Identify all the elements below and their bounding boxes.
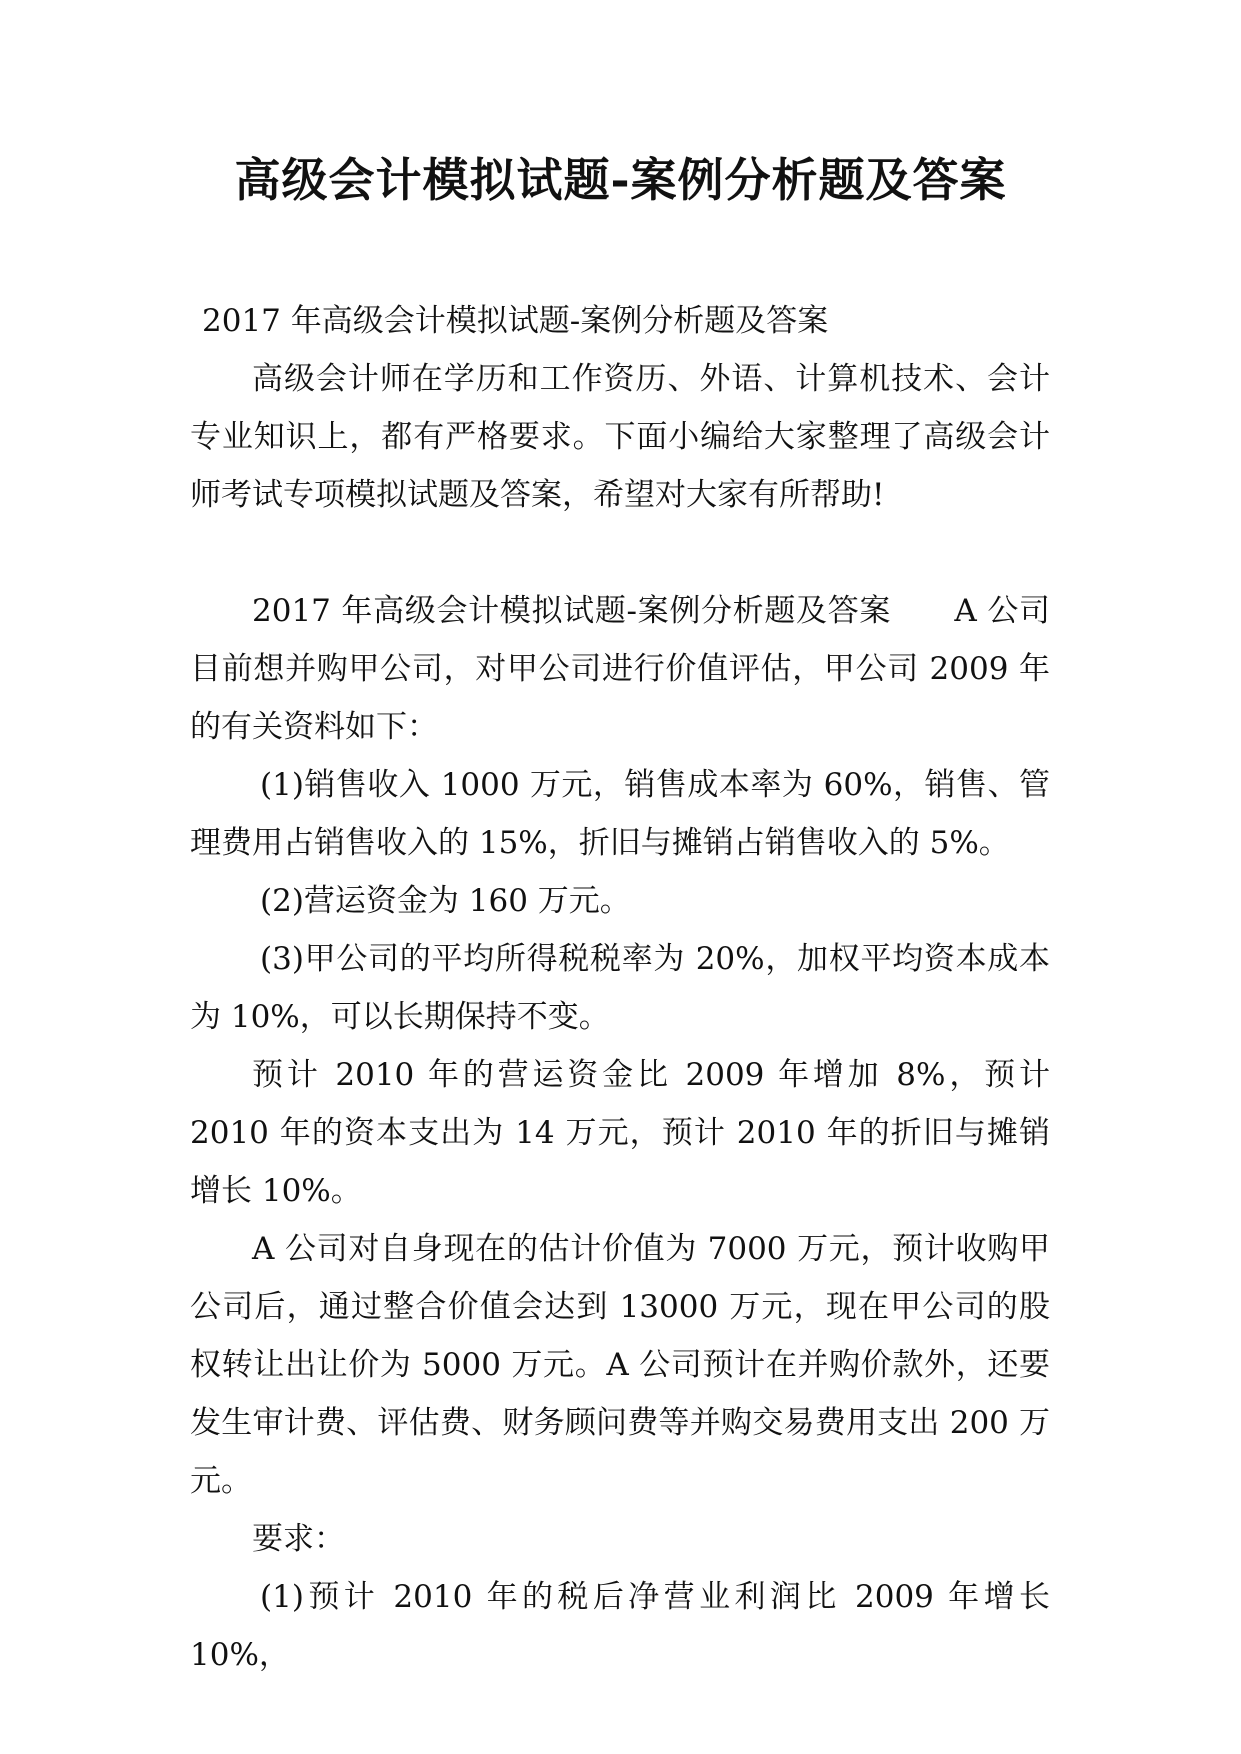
requirement-item-1: (1)预计 2010 年的税后净营业利润比 2009 年增长 10%， xyxy=(190,1579,1050,1673)
valuation-paragraph: A 公司对自身现在的估计价值为 7000 万元，预计收购甲公司后，通过整合价值会达到 13000 万元，现在甲公司的股权转让出让价为 5000 万元。A 公司预计在并购价款外，还要发生审计费、评估费、财务顾问费等并购交易费用支出 200 万元。 xyxy=(190,1231,1050,1499)
case-intro-paragraph: 2017 年高级会计模拟试题-案例分析题及答案 A 公司目前想并购甲公司，对甲公司进行价值评估，甲公司 2009 年的有关资料如下： xyxy=(190,593,1050,745)
forecast-paragraph: 预计 2010 年的营运资金比 2009 年增加 8%，预计 2010 年的资本支出为 14 万元，预计 2010 年的折旧与摊销增长 10%。 xyxy=(190,1057,1050,1209)
data-item-3: (3)甲公司的平均所得税税率为 20%，加权平均资本成本为 10%，可以长期保持不变。 xyxy=(190,941,1050,1035)
requirements-heading: 要求： xyxy=(252,1521,345,1557)
document-body xyxy=(190,292,1050,1684)
data-item-1: (1)销售收入 1000 万元，销售成本率为 60%，销售、管理费用占销售收入的 15%，折旧与摊销占销售收入的 5%。 xyxy=(190,767,1050,861)
subtitle-paragraph: 2017 年高级会计模拟试题-案例分析题及答案 xyxy=(202,303,829,339)
data-item-2: (2)营运资金为 160 万元。 xyxy=(260,883,631,919)
paragraph-spacer xyxy=(190,524,1050,582)
document-title: 高级会计模拟试题-案例分析题及答案 xyxy=(234,153,1007,207)
intro-paragraph: 高级会计师在学历和工作资历、外语、计算机技术、会计专业知识上，都有严格要求。下面小编给大家整理了高级会计师考试专项模拟试题及答案，希望对大家有所帮助! xyxy=(190,361,1050,513)
